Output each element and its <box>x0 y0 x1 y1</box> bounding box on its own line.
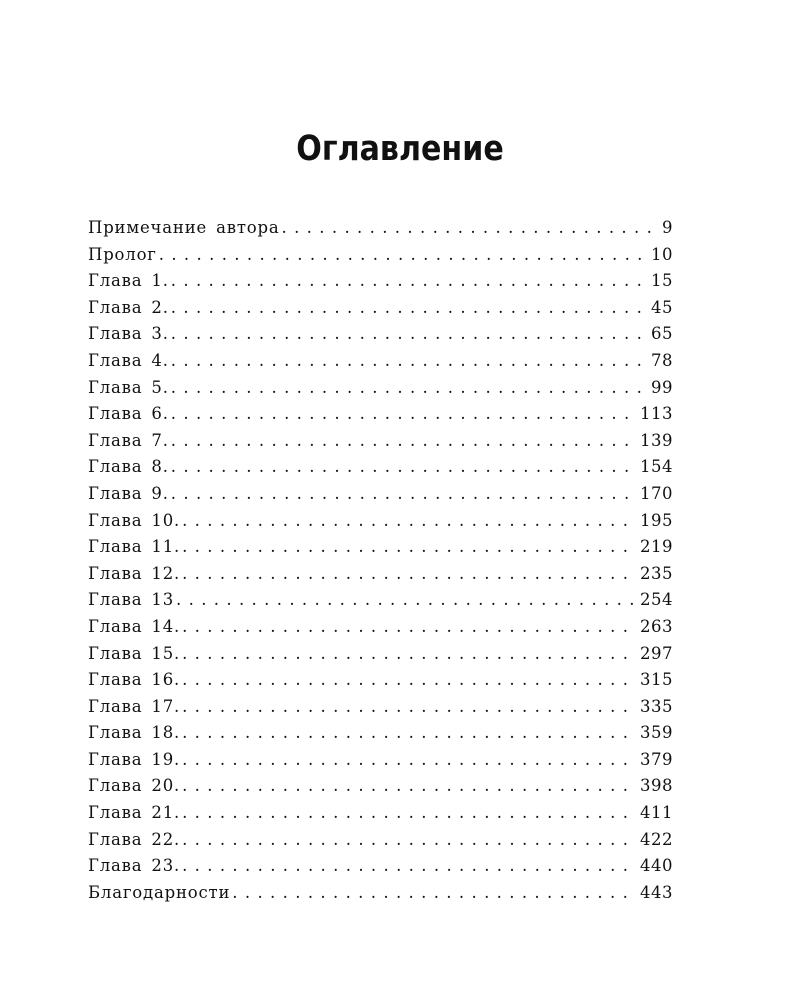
dot-leader <box>282 215 657 242</box>
toc-entry-page: 219 <box>640 537 673 557</box>
toc-entry-label: Глава 22. <box>88 829 181 849</box>
dot-leader <box>182 747 634 774</box>
dot-leader <box>182 614 634 641</box>
toc-entry-page: 195 <box>640 510 673 530</box>
dot-leader <box>171 454 634 481</box>
dot-leader <box>182 720 634 747</box>
toc-entry-label: Глава 7. <box>88 430 169 450</box>
page-title: Оглавление <box>296 129 504 170</box>
toc-entry-label: Глава 6. <box>88 404 169 424</box>
toc-entry-label: Глава 20. <box>88 776 181 796</box>
toc-entry-page: 411 <box>640 803 673 823</box>
toc-entry-page: 398 <box>640 776 673 796</box>
toc-entry <box>88 641 673 668</box>
toc-entry <box>88 694 673 721</box>
toc-entry-label: Глава 3. <box>88 324 169 344</box>
toc-entry <box>88 428 673 455</box>
toc-entry-page: 335 <box>640 696 673 716</box>
toc-entry-label: Примечание автора <box>88 218 280 237</box>
toc-entry-label: Глава 8. <box>88 457 169 477</box>
dot-leader <box>171 268 645 295</box>
dot-leader <box>182 773 634 800</box>
toc-entry-page: 315 <box>640 670 673 690</box>
dot-leader <box>182 827 634 854</box>
dot-leader <box>182 508 634 535</box>
toc-entry-page: 139 <box>640 430 673 450</box>
toc-entry <box>88 773 673 800</box>
toc-entry <box>88 534 673 561</box>
toc-entry-page: 65 <box>651 324 673 344</box>
dot-leader <box>171 295 645 322</box>
toc-entry-label: Глава 21. <box>88 803 181 823</box>
toc-entry-page: 15 <box>651 271 673 291</box>
toc-entry-page: 78 <box>651 350 673 370</box>
dot-leader <box>232 880 634 907</box>
toc-entry-page: 263 <box>640 616 673 636</box>
toc-entry-page: 154 <box>640 457 673 477</box>
toc-entry <box>88 348 673 375</box>
toc-entry <box>88 853 673 880</box>
dot-leader <box>182 694 634 721</box>
dot-leader <box>182 641 634 668</box>
toc-entry <box>88 268 673 295</box>
toc-entry <box>88 614 673 641</box>
toc-entry <box>88 587 673 614</box>
dot-leader <box>182 853 634 880</box>
toc-entry-label: Глава 14. <box>88 616 181 636</box>
toc-entry-label: Глава 12. <box>88 563 181 583</box>
toc-entry-page: 379 <box>640 749 673 769</box>
toc-entry <box>88 242 673 269</box>
toc-entry <box>88 747 673 774</box>
toc-entry <box>88 375 673 402</box>
toc-entry <box>88 481 673 508</box>
toc-entry-page: 10 <box>651 244 673 264</box>
toc-entry-label: Глава 16. <box>88 670 181 690</box>
dot-leader <box>182 800 634 827</box>
dot-leader <box>176 587 634 614</box>
toc-entry <box>88 295 673 322</box>
toc-entry-label: Глава 11. <box>88 537 181 557</box>
toc-entry-label: Глава 4. <box>88 350 169 370</box>
toc-entry <box>88 720 673 747</box>
toc-entry <box>88 561 673 588</box>
dot-leader <box>159 242 645 269</box>
toc-entry-page: 113 <box>640 404 673 424</box>
dot-leader <box>171 401 634 428</box>
toc-entry <box>88 667 673 694</box>
toc-entry <box>88 508 673 535</box>
toc-entry-label: Пролог <box>88 244 157 264</box>
toc-entry-label: Глава 23. <box>88 856 181 876</box>
toc-entry <box>88 215 673 242</box>
toc-entry-label: Глава 1. <box>88 271 169 291</box>
toc-entry-page: 170 <box>640 483 673 503</box>
toc-entry-label: Глава 9. <box>88 483 169 503</box>
dot-leader <box>182 534 634 561</box>
toc-entry-label: Глава 18. <box>88 723 181 743</box>
toc-entry <box>88 880 673 907</box>
toc-entry-page: 99 <box>651 377 673 397</box>
toc-entry-label: Глава 19. <box>88 749 181 769</box>
toc-entry <box>88 827 673 854</box>
dot-leader <box>171 348 645 375</box>
toc-entry-page: 443 <box>640 882 673 902</box>
toc-entry-page: 9 <box>662 218 673 237</box>
toc-entry-label: Глава 5. <box>88 377 169 397</box>
toc-entry-page: 422 <box>640 829 673 849</box>
toc-entry-page: 235 <box>640 563 673 583</box>
toc-entry-label: Глава 17. <box>88 696 181 716</box>
dot-leader <box>182 667 634 694</box>
dot-leader <box>171 428 634 455</box>
toc-entry <box>88 454 673 481</box>
toc-entry-page: 440 <box>640 856 673 876</box>
toc-entry-label: Глава 10. <box>88 510 181 530</box>
toc-entry-label: Глава 13 <box>88 590 175 610</box>
table-of-contents <box>88 215 673 906</box>
dot-leader <box>171 375 645 402</box>
toc-entry <box>88 401 673 428</box>
toc-entry <box>88 321 673 348</box>
toc-entry-page: 45 <box>651 297 673 317</box>
dot-leader <box>171 321 645 348</box>
dot-leader <box>171 481 634 508</box>
toc-entry-page: 297 <box>640 643 673 663</box>
toc-entry <box>88 800 673 827</box>
toc-entry-label: Глава 2. <box>88 297 169 317</box>
toc-entry-page: 254 <box>640 590 673 610</box>
toc-entry-label: Глава 15. <box>88 643 181 663</box>
dot-leader <box>182 561 634 588</box>
toc-entry-label: Благодарности <box>88 882 231 902</box>
toc-entry-page: 359 <box>640 723 673 743</box>
